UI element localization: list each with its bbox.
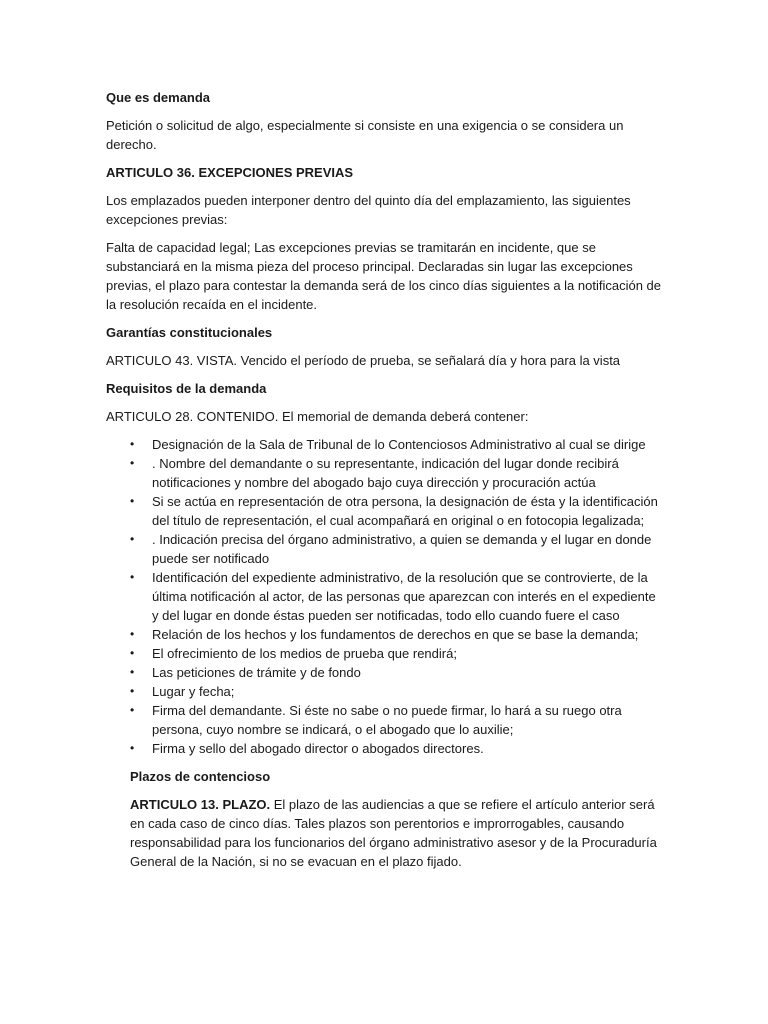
articulo-13-label: ARTICULO 13. PLAZO. [130,797,271,812]
list-item-text: Lugar y fecha; [152,684,235,699]
bullet-icon: • [130,741,135,755]
paragraph-emplazados: Los emplazados pueden interponer dentro del quinto día del emplazamiento, las siguientes excepciones previas: [106,193,631,227]
list-item-text: El ofrecimiento de los medios de prueba que rendirá; [152,646,457,661]
paragraph-articulo-28: ARTICULO 28. CONTENIDO. El memorial de demanda deberá contener: [106,409,529,424]
requisitos-list [106,435,662,758]
list-item-text: . Nombre del demandante o su representante, indicación del lugar donde recibirá notificaciones y nombre del abogado bajo cuya dirección y procuración actúa [152,456,619,490]
heading-plazos-contencioso: Plazos de contencioso [130,769,271,784]
bullet-icon: • [130,456,135,470]
heading-garantias-constitucionales: Garantías constitucionales [106,325,273,340]
paragraph-definicion-demanda: Petición o solicitud de algo, especialmente si consiste en una exigencia o se considera un derecho. [106,118,624,152]
articulo-13-text: El plazo de las audiencias a que se refiere el artículo anterior será en cada caso de cinco días. Tales plazos son perentorios e improrrogables, causando responsabilidad para los funcionarios del órgano administrativo asesor y de la Procuraduría General de la Nación, si no se evacuan en el plazo fijado. [130,797,657,869]
bullet-icon: • [130,437,135,451]
paragraph-falta-capacidad: Falta de capacidad legal; Las excepciones previas se tramitarán en incidente, que se substanciará en la misma pieza del proceso principal. Declaradas sin lugar las excepciones previas, el plazo para contestar la demanda será de los cinco días siguientes a la notificación de la resolución recaída en el incidente. [106,240,661,312]
document-body [106,88,662,880]
list-item-text: Las peticiones de trámite y de fondo [152,665,361,680]
list-item-text: Designación de la Sala de Tribunal de lo Contenciosos Administrativo al cual se dirige [152,437,646,452]
heading-que-es-demanda: Que es demanda [106,90,211,105]
list-item [106,625,662,644]
list-item-text: Relación de los hechos y los fundamentos de derechos en que se base la demanda; [152,627,639,642]
bullet-icon: • [130,703,135,717]
list-item [106,454,662,492]
bullet-icon: • [130,494,135,508]
list-item-text: Firma y sello del abogado director o abogados directores. [152,741,484,756]
list-item [106,530,662,568]
list-item [106,739,662,758]
list-item [106,644,662,663]
paragraph-articulo-13 [130,795,662,871]
bullet-icon: • [130,627,135,641]
list-item-text: . Indicación precisa del órgano administrativo, a quien se demanda y el lugar en donde puede ser notificado [152,532,652,566]
list-item [106,492,662,530]
heading-requisitos-demanda: Requisitos de la demanda [106,381,267,396]
bullet-icon: • [130,570,135,584]
bullet-icon: • [130,684,135,698]
list-item-text: Identificación del expediente administrativo, de la resolución que se controvierte, de la última notificación al actor, de las personas que aparezcan con interés en el expediente y del lugar en donde éstas pueden ser notificadas, todo ello cuando fuere el caso [152,570,656,623]
bullet-icon: • [130,646,135,660]
bullet-icon: • [130,665,135,679]
list-item-text: Si se actúa en representación de otra persona, la designación de ésta y la identificación del título de representación, el cual acompañará en original o en fotocopia legalizada; [152,494,658,528]
heading-articulo-36: ARTICULO 36. EXCEPCIONES PREVIAS [106,165,354,180]
list-item [106,701,662,739]
list-item-text: Firma del demandante. Si éste no sabe o no puede firmar, lo hará a su ruego otra persona, cuyo nombre se indicará, o el abogado que lo auxilie; [152,703,622,737]
list-item [106,435,662,454]
list-item [106,568,662,625]
list-item [106,663,662,682]
paragraph-articulo-43: ARTICULO 43. VISTA. Vencido el período de prueba, se señalará día y hora para la vista [106,353,621,368]
list-item [106,682,662,701]
bullet-icon: • [130,532,135,546]
